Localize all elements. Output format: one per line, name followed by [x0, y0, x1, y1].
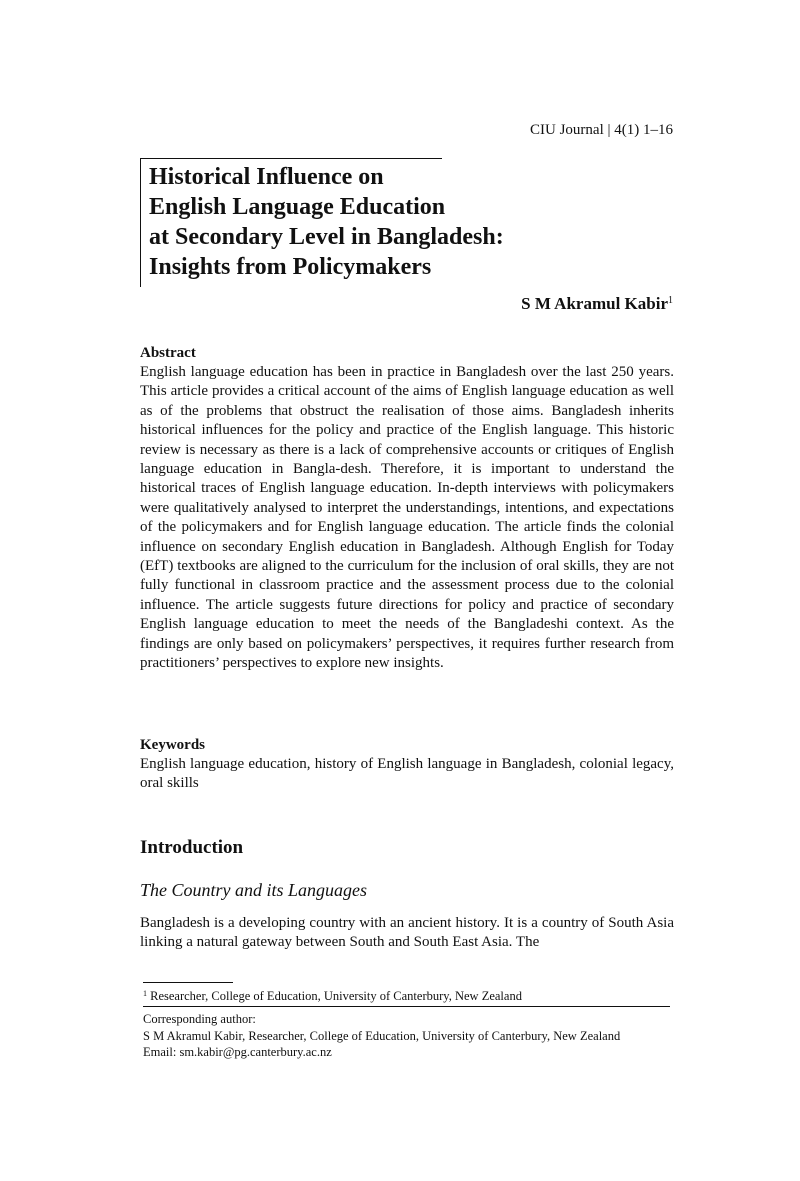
footnote-text: Researcher, College of Education, University of Canterbury, New Zealand: [150, 989, 522, 1003]
footnote-rule: [143, 982, 233, 983]
title-left-rule: [140, 158, 141, 287]
correspondence-details: S M Akramul Kabir, Researcher, College of Education, University of Canterbury, New Zealand: [143, 1028, 621, 1043]
keywords-label: Keywords: [140, 737, 205, 753]
correspondence-rule: [143, 1006, 670, 1007]
keywords-section: [140, 735, 674, 794]
footnote-mark: 1: [143, 989, 147, 998]
author-footnote-mark: 1: [668, 295, 673, 306]
title-line: at Secondary Level in Bangladesh:: [149, 224, 504, 250]
title-line: Insights from Policymakers: [149, 254, 432, 280]
title-line: English Language Education: [149, 194, 446, 220]
title-line: Historical Influence on: [149, 164, 384, 190]
author-byline: [521, 290, 673, 315]
introduction-text: Bangladesh is a developing country with an ancient history. It is a country of South Asia linking a natural gateway between South and South East Asia. The: [140, 915, 674, 951]
introduction-heading: Introduction: [140, 837, 244, 858]
correspondence-block: [143, 1011, 620, 1061]
abstract-label: Abstract: [140, 345, 196, 361]
abstract-section: [140, 343, 674, 674]
footnote: [143, 986, 522, 1004]
author-name: S M Akramul Kabir: [521, 294, 668, 313]
abstract-text: English language education has been in practice in Bangladesh over the last 250 years. This article provides a critical account of the aims of English language education as well as of the problems that obstruct the realisation of those aims. Bangladesh inherits historical influences for the policy and practice of the English language. This historic review is necessary as there is a lack of comprehensive accounts or critiques of English language education in Bangla-desh. Therefore, it is important to understand the historical traces of English language education. In-depth interviews with policymakers were qualitatively analysed to interpret the understandings, intentions, and expectations of the policymakers and for English language education. The article finds the colonial influence on secondary English education in Bangladesh. Although English for Today (EfT) textbooks are aligned to the curriculum for the inclusion of oral skills, they are not fully functional in classroom practice and the assessment process due to the colonial influence. The article suggests future directions for policy and practice of secondary English language education to meet the needs of the Bangladeshi context. As the findings are only based on policymakers’ perspectives, it requires further research from practitioners’ perspectives to explore new insights.: [140, 364, 674, 672]
article-title-block: [140, 158, 640, 288]
correspondence-label: Corresponding author:: [143, 1012, 256, 1026]
journal-reference: CIU Journal | 4(1) 1–16: [530, 122, 673, 138]
title-top-rule: [140, 158, 442, 159]
keywords-text: English language education, history of English language in Bangladesh, colonial legacy, oral skills: [140, 756, 674, 792]
correspondence-email: Email: sm.kabir@pg.canterbury.ac.nz: [143, 1045, 332, 1059]
introduction-subheading: The Country and its Languages: [140, 880, 368, 900]
article-title: [149, 162, 504, 282]
